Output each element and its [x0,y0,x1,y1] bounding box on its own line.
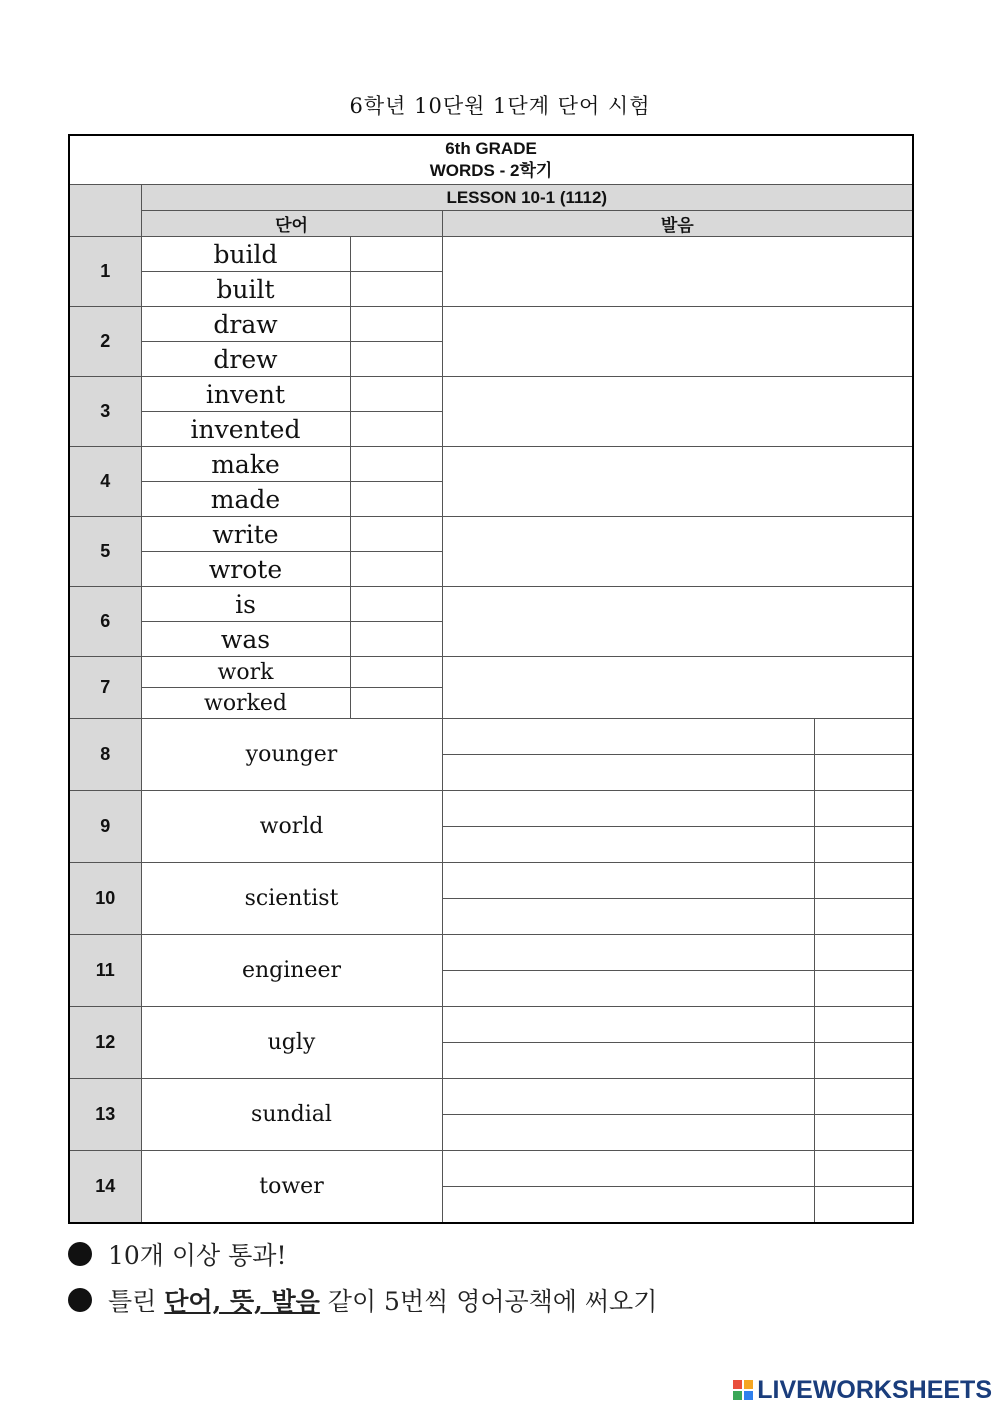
answer-box[interactable] [350,517,442,552]
header-corner [69,185,141,237]
pronunciation-box[interactable] [442,517,913,587]
table-row [69,657,913,688]
word-present: make [141,447,350,482]
page-title: 6학년 10단원 1단계 단어 시험 [349,94,651,118]
item-number: 5 [69,517,141,587]
check-box[interactable] [814,899,913,935]
word-present: draw [141,307,350,342]
column-word: 단어 [141,211,442,237]
answer-box[interactable] [350,552,442,587]
meaning-box[interactable] [442,1187,814,1224]
item-number: 11 [69,935,141,1007]
item-number: 3 [69,377,141,447]
words-label: WORDS - 2학기 [429,161,553,180]
table-row [69,935,913,971]
word-present: build [141,237,350,272]
bullet-icon [68,1242,92,1266]
note-rule-prefix: 틀린 [108,1287,157,1316]
check-box[interactable] [814,1151,913,1187]
meaning-box[interactable] [442,971,814,1007]
note-rule-suffix: 같이 5번씩 영어공책에 써오기 [327,1287,658,1316]
meaning-box[interactable] [442,1115,814,1151]
table-row [69,1151,913,1187]
check-box[interactable] [814,1007,913,1043]
answer-box[interactable] [350,688,442,719]
table-row [69,587,913,622]
answer-box[interactable] [350,237,442,272]
logo-icon [733,1380,753,1400]
word-past: invented [141,412,350,447]
word-past: drew [141,342,350,377]
pronunciation-box[interactable] [442,657,913,719]
logo-text: LIVEWORKSHEETS [757,1375,992,1404]
liveworksheets-logo [733,1377,992,1403]
word-past: made [141,482,350,517]
meaning-box[interactable] [442,1007,814,1043]
word-present: invent [141,377,350,412]
meaning-box[interactable] [442,863,814,899]
check-box[interactable] [814,719,913,755]
pronunciation-box[interactable] [442,237,913,307]
table-row [69,447,913,482]
meaning-box[interactable] [442,755,814,791]
check-box[interactable] [814,1043,913,1079]
word-present: work [141,657,350,688]
pronunciation-box[interactable] [442,307,913,377]
word-single: world [141,791,442,863]
lesson-label: LESSON 10-1 (1112) [141,185,913,211]
answer-box[interactable] [350,622,442,657]
check-box[interactable] [814,971,913,1007]
table-row [69,377,913,412]
answer-box[interactable] [350,412,442,447]
meaning-box[interactable] [442,719,814,755]
bullet-icon [68,1288,92,1312]
answer-box[interactable] [350,342,442,377]
pronunciation-box[interactable] [442,587,913,657]
note-rule [68,1282,657,1318]
pronunciation-box[interactable] [442,377,913,447]
answer-box[interactable] [350,272,442,307]
table-row [69,307,913,342]
meaning-box[interactable] [442,1079,814,1115]
check-box[interactable] [814,863,913,899]
word-single: younger [141,719,442,791]
word-past: wrote [141,552,350,587]
meaning-box[interactable] [442,1043,814,1079]
table-row [69,517,913,552]
check-box[interactable] [814,1079,913,1115]
note-rule-emphasis: 단어, 뜻, 발음 [164,1287,320,1316]
word-single: engineer [141,935,442,1007]
column-pronunciation: 발음 [442,211,913,237]
word-present: is [141,587,350,622]
word-single: tower [141,1151,442,1224]
item-number: 14 [69,1151,141,1224]
check-box[interactable] [814,755,913,791]
meaning-box[interactable] [442,1151,814,1187]
table-row [69,719,913,755]
item-number: 4 [69,447,141,517]
item-number: 8 [69,719,141,791]
item-number: 10 [69,863,141,935]
pronunciation-box[interactable] [442,447,913,517]
word-single: ugly [141,1007,442,1079]
item-number: 9 [69,791,141,863]
table-row [69,237,913,272]
logo-square [744,1380,753,1389]
word-present: write [141,517,350,552]
check-box[interactable] [814,935,913,971]
item-number: 2 [69,307,141,377]
meaning-box[interactable] [442,935,814,971]
grade-label: 6th GRADE [445,139,537,158]
answer-box[interactable] [350,447,442,482]
table-row [69,1007,913,1043]
item-number: 12 [69,1007,141,1079]
answer-box[interactable] [350,482,442,517]
word-single: sundial [141,1079,442,1151]
item-number: 13 [69,1079,141,1151]
answer-box[interactable] [350,377,442,412]
answer-box[interactable] [350,587,442,622]
check-box[interactable] [814,827,913,863]
logo-square [744,1391,753,1400]
table-header [69,135,913,185]
meaning-box[interactable] [442,899,814,935]
word-single: scientist [141,863,442,935]
word-past: built [141,272,350,307]
logo-square [733,1380,742,1389]
note-pass-text: 10개 이상 통과! [108,1241,287,1270]
word-test-table [68,134,914,1224]
note-pass [68,1236,287,1272]
check-box[interactable] [814,791,913,827]
word-past: worked [141,688,350,719]
item-number: 7 [69,657,141,719]
item-number: 6 [69,587,141,657]
meaning-box[interactable] [442,827,814,863]
table-row [69,863,913,899]
item-number: 1 [69,237,141,307]
answer-box[interactable] [350,307,442,342]
table-row [69,791,913,827]
check-box[interactable] [814,1115,913,1151]
logo-square [733,1391,742,1400]
check-box[interactable] [814,1187,913,1224]
word-past: was [141,622,350,657]
table-row [69,1079,913,1115]
meaning-box[interactable] [442,791,814,827]
answer-box[interactable] [350,657,442,688]
